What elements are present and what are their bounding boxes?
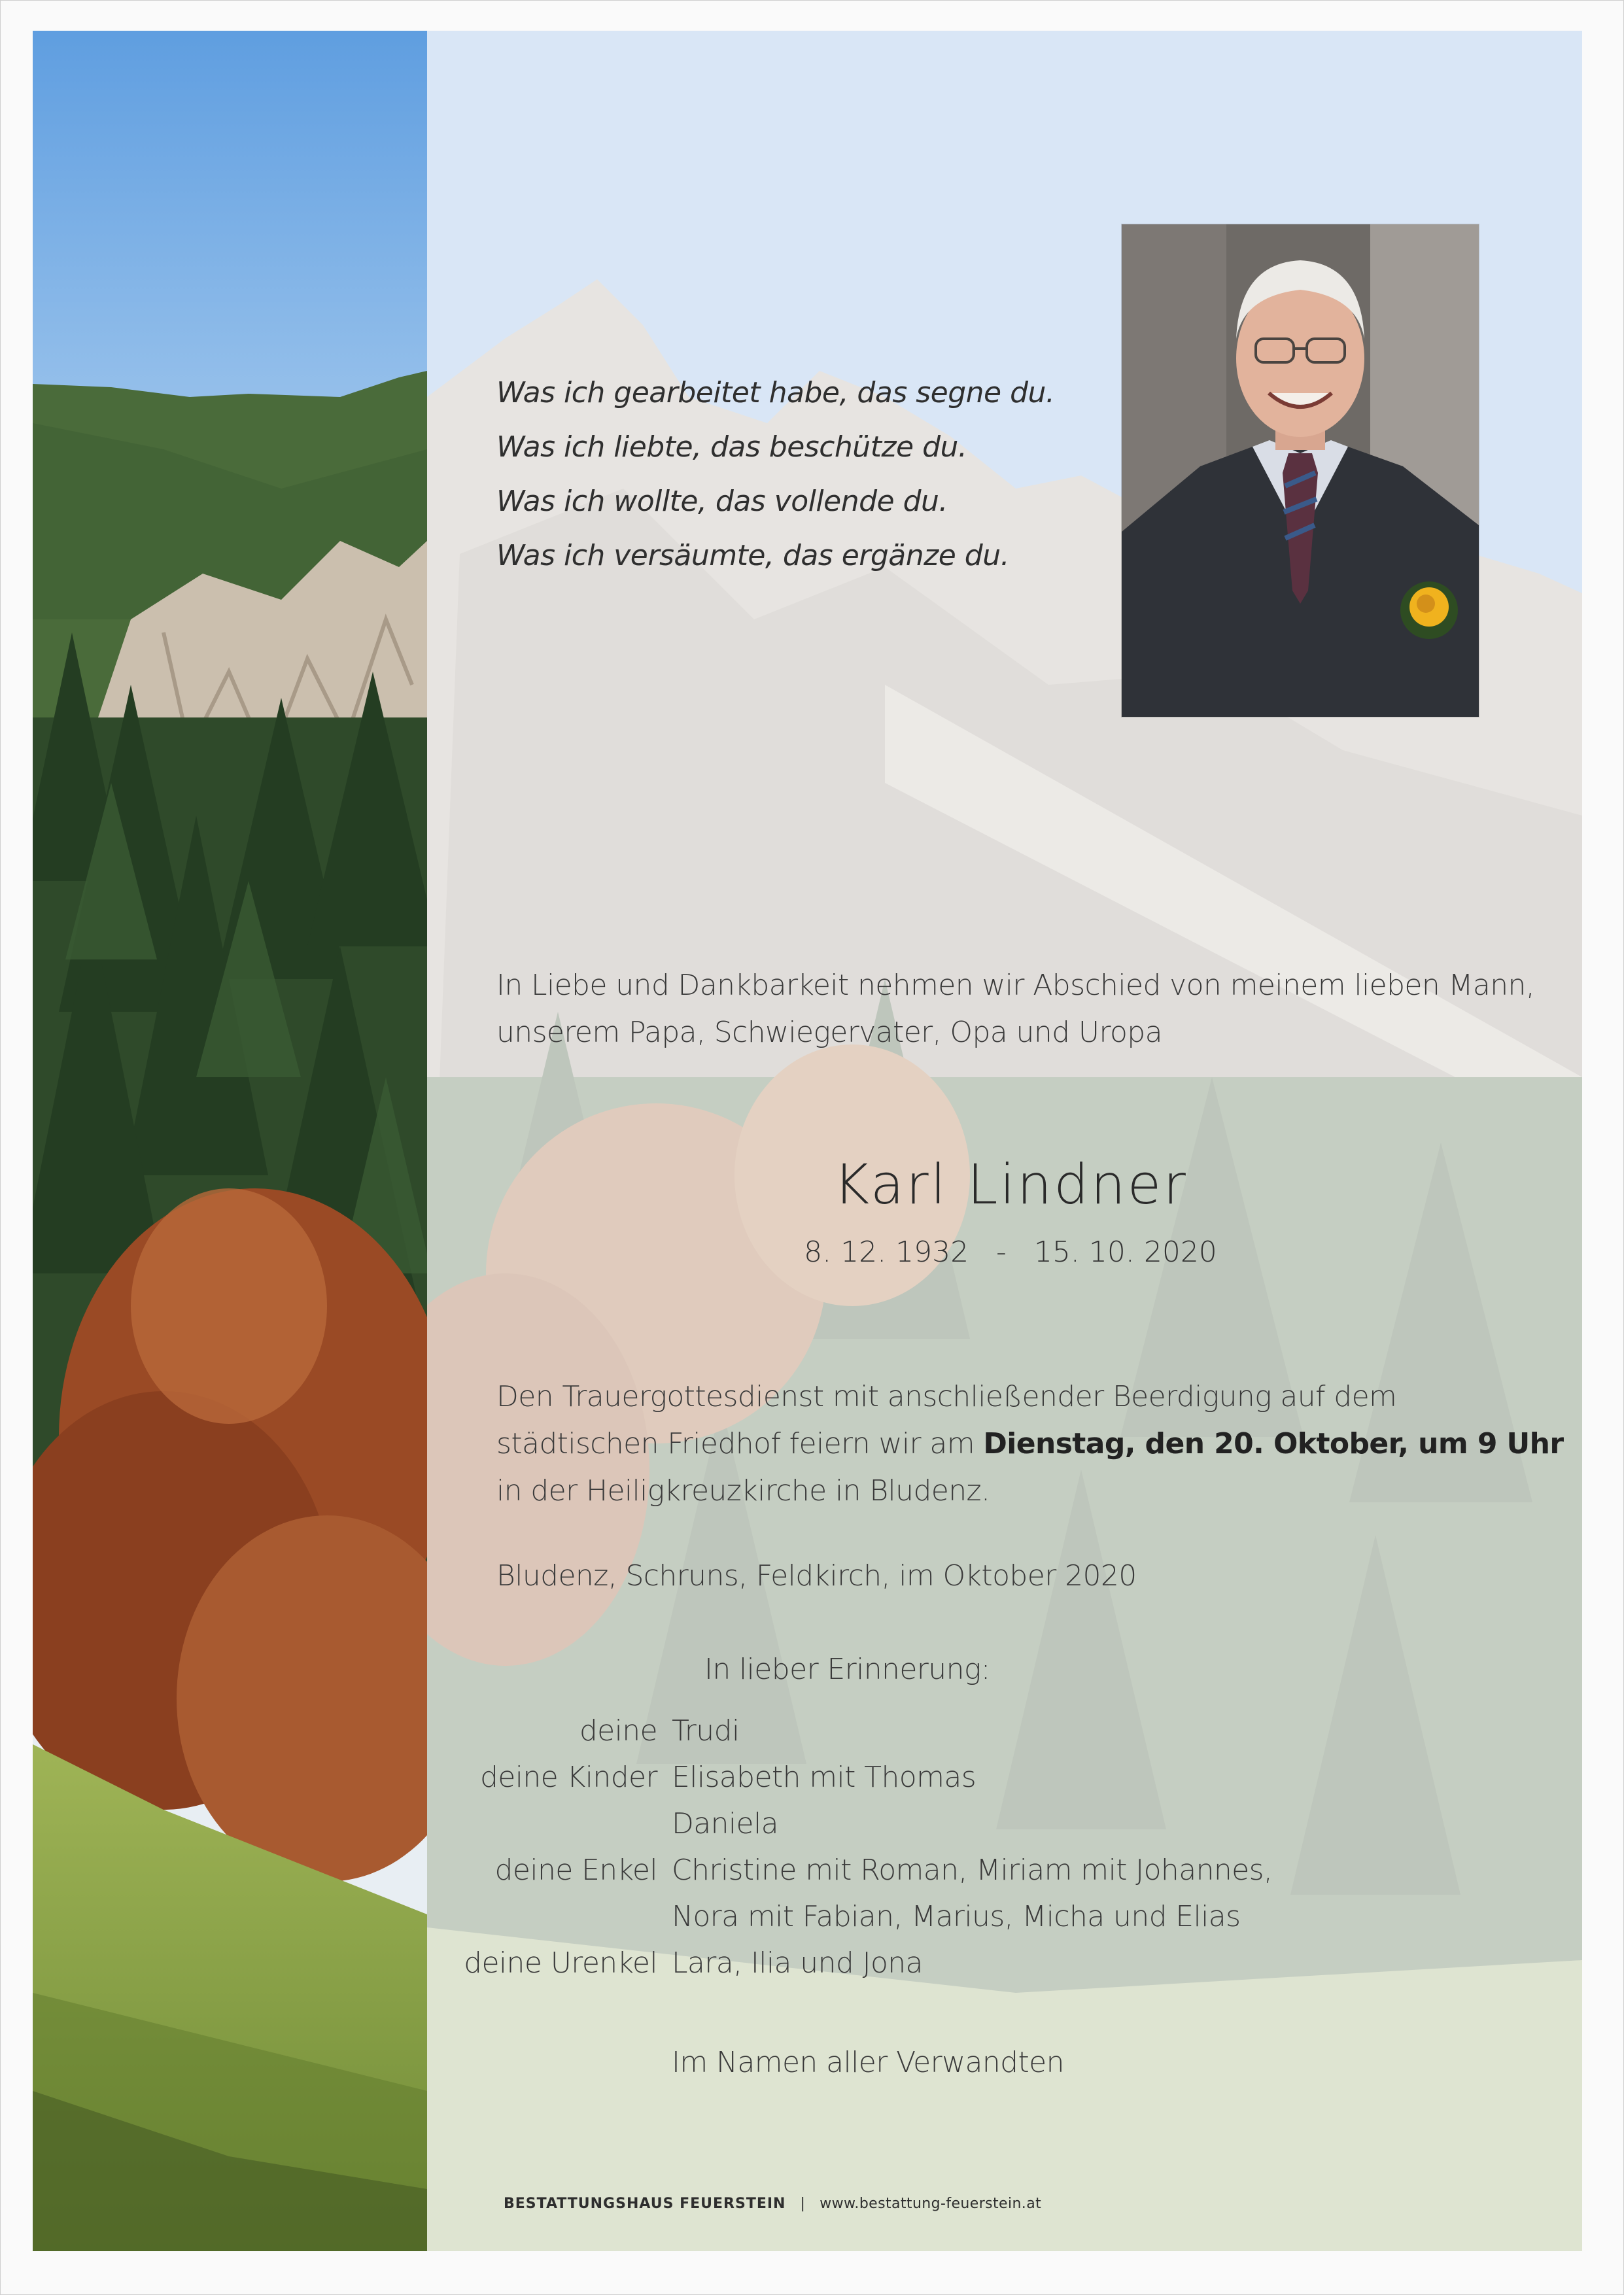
service-text: städtischen Friedhof feiern wir am: [496, 1427, 984, 1460]
funeral-service-info: [496, 1373, 1564, 1515]
family-row: [0, 1807, 1624, 1854]
place-and-date: Bludenz, Schruns, Feldkirch, im Oktober 2020: [496, 1559, 1137, 1593]
footer-divider: |: [800, 2196, 806, 2212]
portrait-photo: [1122, 224, 1479, 717]
family-row: [0, 1854, 1624, 1900]
deceased-name: Karl Lindner: [833, 1152, 1188, 1217]
family-label: deine Urenkel: [464, 1946, 657, 1980]
family-row: [0, 1761, 1624, 1807]
service-line: Den Trauergottesdienst mit anschließender Beerdigung auf dem: [496, 1380, 1397, 1413]
family-row: [0, 1714, 1624, 1761]
farewell-intro: [496, 962, 1534, 1056]
poem-line: Was ich gearbeitet habe, das segne du.: [496, 376, 1055, 409]
closing-line: Im Namen aller Verwandten: [672, 2046, 1064, 2079]
family-label: deine: [579, 1714, 657, 1748]
family-list: [0, 1714, 1624, 1993]
death-date: 15. 10. 2020: [1033, 1235, 1217, 1269]
service-datetime: Dienstag, den 20. Oktober, um 9 Uhr: [983, 1427, 1564, 1460]
family-row: [0, 1946, 1624, 1993]
poem-line: Was ich liebte, das beschütze du.: [496, 430, 967, 464]
poem-line: Was ich versäumte, das ergänze du.: [496, 539, 1010, 572]
intro-line: unserem Papa, Schwiegervater, Opa und Uropa: [496, 1016, 1162, 1049]
family-row: [0, 1900, 1624, 1946]
family-names: Nora mit Fabian, Marius, Micha und Elias: [672, 1900, 1241, 1933]
poem: [496, 366, 1054, 583]
family-names: Trudi: [672, 1714, 740, 1748]
service-line: [496, 1421, 1564, 1468]
intro-line: In Liebe und Dankbarkeit nehmen wir Abschied von meinem lieben Mann,: [496, 969, 1535, 1002]
service-line: in der Heiligkreuzkirche in Bludenz.: [496, 1474, 990, 1508]
date-separator: -: [996, 1235, 1007, 1269]
family-intro: In lieber Erinnerung:: [704, 1653, 990, 1686]
funeral-home-website[interactable]: www.bestattung-feuerstein.at: [820, 2196, 1042, 2212]
family-label: deine Enkel: [494, 1854, 657, 1887]
family-names: Daniela: [672, 1807, 779, 1840]
birth-date: 8. 12. 1932: [804, 1235, 969, 1269]
family-names: Christine mit Roman, Miriam mit Johannes,: [672, 1854, 1273, 1887]
poem-line: Was ich wollte, das vollende du.: [496, 485, 948, 518]
funeral-home-name: BESTATTUNGSHAUS FEUERSTEIN: [504, 2196, 786, 2212]
family-names: Lara, Ilia und Jona: [672, 1946, 923, 1980]
family-names: Elisabeth mit Thomas: [672, 1761, 976, 1794]
life-dates: [723, 1235, 1298, 1269]
footer: [504, 2196, 1041, 2212]
family-label: deine Kinder: [479, 1761, 657, 1794]
